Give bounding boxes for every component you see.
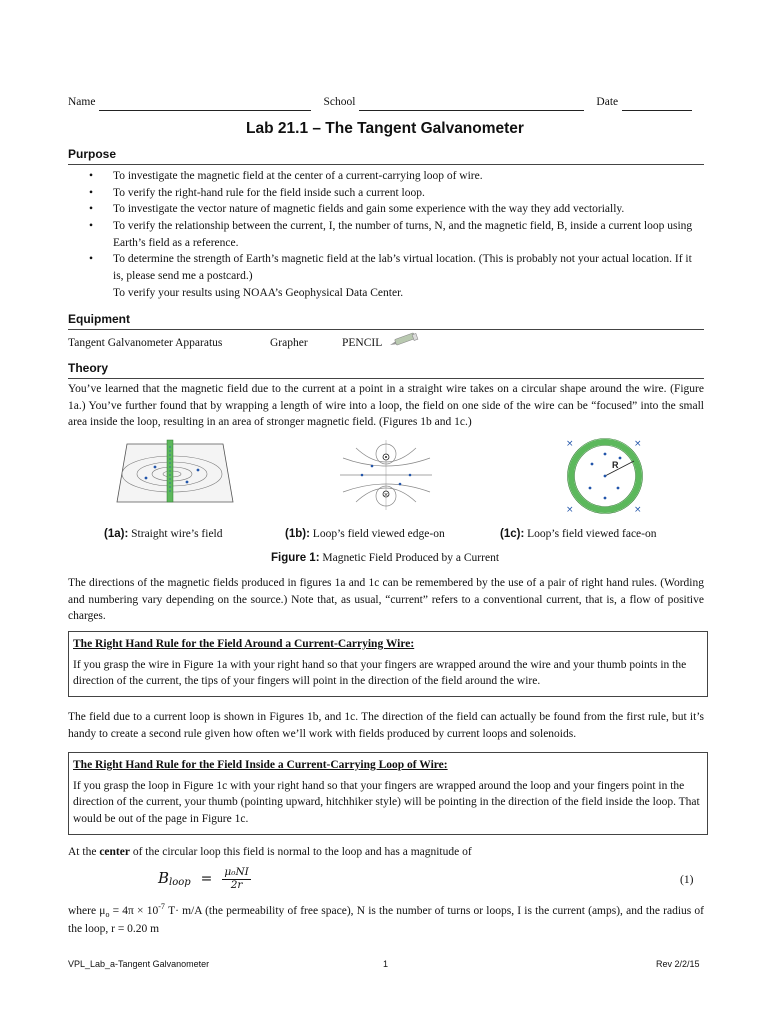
footer-right: Rev 2/2/15 [656,959,700,969]
equation-number: (1) [680,874,694,886]
equation-numerator: μ₀NI [224,865,249,878]
date-field[interactable] [622,98,692,111]
center-text-pre: At the [68,846,97,858]
caption-1b-label: (1b): [285,528,310,540]
list-item: • To investigate the magnetic field at the center of a current-carrying loop of wire. [68,168,702,185]
figure-1-caption [0,550,770,567]
where-text-1: where μ [68,904,106,917]
purpose-heading: Purpose [68,146,704,165]
equation-lhs-sub: loop [169,876,191,888]
svg-text:×: × [383,491,389,499]
center-text-post: of the circular loop this field is normal to the loop and has a magnitude of [132,846,472,858]
where-text-2: = 4π × 10 [109,904,159,917]
where-sub: o [105,910,110,920]
loop-field-paragraph: The field due to a current loop is shown in Figures 1b, and 1c. The direction of the field can actually be found from the first rule, but it’s handy to create a second rule given how often we’ll work with fields produced by current loops and solenoids. [68,711,704,740]
list-item: • To investigate the vector nature of magnetic fields and gain some experience with the way they add vectorially. [68,201,702,218]
caption-1a [104,526,223,543]
list-item: • To determine the strength of Earth’s magnetic field at the lab’s virtual location. (This is probably not your actual location. If it is, please send me a postcard.) [68,251,702,284]
rule-1-body: If you grasp the wire in Figure 1a with your right hand so that your fingers are wrapped around the wire and your thumb points in the direction of the current, the tips of your fingers will point in the direction of the field around the wire. [73,658,687,688]
figure-1c-loop-face [560,436,650,516]
equipment-list [68,335,468,352]
caption-1a-label: (1a): [104,528,129,540]
equation-lhs: B [158,869,170,888]
caption-1c-text: Loop’s field viewed face-on [527,528,657,540]
name-field[interactable] [99,98,311,111]
pencil-icon [388,332,420,348]
center-text-bold: center [99,846,130,858]
radius-label: R [612,460,619,470]
list-item: • To verify the relationship between the current, I, the number of turns, N, and the magnetic field, B, inside a current loop using Earth’s field as a reference. [68,218,702,251]
equipment-item: Grapher [270,337,308,349]
where-sup: -7 [158,902,165,911]
school-label: School [323,96,356,108]
school-field[interactable] [359,98,584,111]
svg-text:×: × [634,439,642,449]
equation-fraction [222,867,250,891]
caption-1c [500,526,656,543]
date-label: Date [596,96,619,108]
caption-1b-text: Loop’s field viewed edge-on [312,528,445,540]
where-paragraph [68,901,704,937]
theory-intro: You’ve learned that the magnetic field due to the current at a point in a straight wire takes on a circular shape around the wire. (Figure 1a.) You’ve further found that by wrapping a length of wire into a loop, the field on one side of the wire can be “focused” into the small area inside the loop, resulting in an area of stronger magnetic field. (Figures 1b and 1c.) [68,383,704,429]
rules-intro: The directions of the magnetic fields produced in figures 1a and 1c can be remembered by the use of a pair of right hand rules. (Wording and numbering vary depending on the source.) Note that, as usual, “current” refers to a conventional current, that is, a flow of positive charges. [68,577,704,623]
page-title: Lab 21.1 – The Tangent Galvanometer [246,120,524,137]
rule-2-heading: The Right Hand Rule for the Field Inside a Current-Carrying Loop of Wire: [73,759,448,771]
center-paragraph [68,844,704,861]
footer-left: VPL_Lab_a-Tangent Galvanometer [68,959,210,969]
equipment-heading: Equipment [68,311,704,330]
equipment-item: PENCIL [342,337,383,349]
where-text-3: T· m/A (the permeability of free space), N is the number of turns or loops, I is the current (amps), and the radius of the loop, r = 0.20 m [68,904,705,935]
caption-1a-text: Straight wire’s field [131,528,223,540]
rule-1-heading: The Right Hand Rule for the Field Around a Current-Carrying Wire: [73,638,415,650]
svg-text:×: × [566,505,574,515]
theory-heading: Theory [68,360,704,379]
equation-denominator: 2r [230,878,243,891]
list-item: • To verify the right-hand rule for the field inside such a current loop. [68,185,702,202]
rule-2-body: If you grasp the loop in Figure 1c with your right hand so that your fingers are wrapped around the loop and your fingers point in the direction of the current, your thumb (pointing upward, hitchhiker style) will be pointing in the direction of the field inside the loop. That would be out of the page in Figure 1c. [73,779,700,826]
caption-1c-label: (1c): [500,528,525,540]
footer-page-number: 1 [383,959,389,969]
figure-1a-straight-wire [115,436,235,506]
figure-1-label: Figure 1: [270,552,320,564]
purpose-list [68,168,702,301]
rule-1-box [68,631,708,697]
equipment-item: Tangent Galvanometer Apparatus [68,337,223,349]
name-label: Name [68,96,96,108]
rule-2-box [68,752,708,835]
caption-1b [285,526,445,543]
student-info-line [68,94,702,111]
figure-1-text: Magnetic Field Produced by a Current [322,552,500,564]
list-item: To verify your results using NOAA’s Geophysical Data Center. [113,286,404,299]
svg-text:×: × [566,439,574,449]
svg-text:×: × [634,505,642,515]
equation-1: B loop = $\frac{\text{μ₀NI}}{2r}$ [158,865,249,891]
figure-1b-loop-edge [338,436,438,514]
